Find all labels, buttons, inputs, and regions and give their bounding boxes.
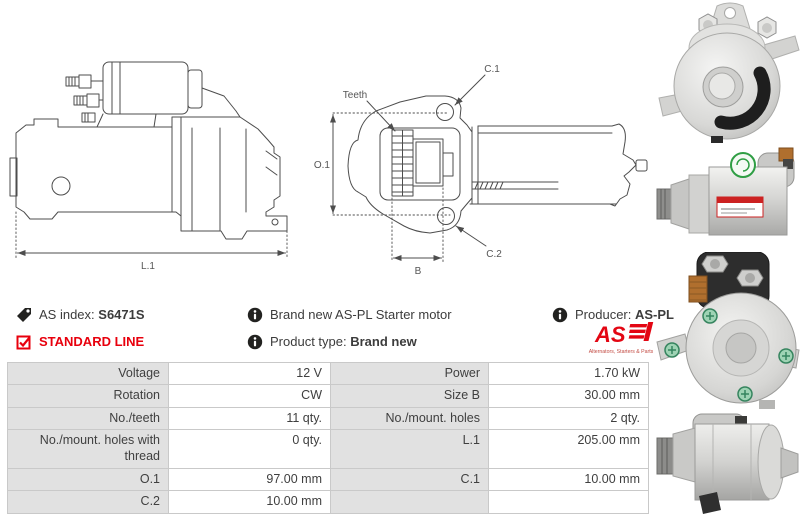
- spec-value: 1.70 kW: [489, 363, 649, 385]
- standard-line-row: [16, 333, 144, 350]
- standard-line-label: STANDARD LINE: [39, 334, 145, 349]
- producer-value: AS-PL: [635, 307, 674, 322]
- as-pl-logo-text: AS: [595, 322, 626, 347]
- spec-value: 11 qty.: [169, 408, 331, 430]
- product-type-text: Product type: Brand new: [270, 334, 417, 349]
- spec-value: CW: [169, 385, 331, 408]
- starter-side-view-drawing: [8, 55, 300, 275]
- spec-value: 2 qty.: [489, 408, 649, 430]
- motor-cylinder-outline: [470, 124, 647, 206]
- spec-label: C.2: [8, 491, 169, 514]
- spec-label: O.1: [8, 469, 169, 491]
- l1-dim-label: L.1: [141, 261, 155, 272]
- o1-dim-label: O.1: [313, 160, 330, 171]
- spec-value: 30.00 mm: [489, 385, 649, 408]
- brand-new-row: [247, 306, 452, 323]
- starter-front-view-photo: [655, 0, 800, 145]
- brand-new-text: Brand new AS-PL Starter motor: [270, 307, 452, 322]
- pinion-gear: [392, 130, 453, 196]
- starter-top-view-drawing: [302, 48, 656, 280]
- producer-text: Producer: AS-PL: [575, 307, 674, 322]
- info-icon: [247, 307, 263, 323]
- spec-table: [7, 362, 649, 514]
- spec-value: 10.00 mm: [489, 469, 649, 491]
- spec-label: No./teeth: [8, 408, 169, 430]
- l1-dimension: [16, 212, 287, 272]
- as-index-row: [16, 306, 145, 323]
- teeth-label: Teeth: [342, 90, 368, 101]
- as-index-text: AS index: S6471S: [39, 307, 145, 322]
- spec-label: [331, 491, 489, 514]
- c1-label: C.1: [484, 64, 500, 75]
- spec-value: 97.00 mm: [169, 469, 331, 491]
- spec-label: Power: [331, 363, 489, 385]
- starter-side-angled-photo: [655, 412, 800, 520]
- spec-value: 10.00 mm: [169, 491, 331, 514]
- b-dim-label: B: [414, 266, 422, 277]
- c1-callout: [455, 64, 500, 105]
- tag-icon: [16, 307, 32, 323]
- product-type-value: Brand new: [350, 334, 417, 349]
- as-pl-logo-subtext: Alternators, Starters & Parts: [588, 349, 654, 355]
- spec-label: No./mount. holes with thread: [8, 430, 169, 469]
- spec-value: 12 V: [169, 363, 331, 385]
- checked-checkbox-icon: [16, 334, 32, 350]
- c2-label: C.2: [486, 249, 502, 260]
- spec-label: Rotation: [8, 385, 169, 408]
- starter-rear-solenoid-photo: [655, 252, 800, 410]
- product-type-row: [247, 333, 417, 350]
- spec-label: C.1: [331, 469, 489, 491]
- as-pl-logo-stripes: [626, 322, 653, 341]
- teeth-callout: [343, 90, 395, 131]
- spec-label: No./mount. holes: [331, 408, 489, 430]
- spec-label: L.1: [331, 430, 489, 469]
- spec-value: 205.00 mm: [489, 430, 649, 469]
- info-icon: [552, 307, 568, 323]
- as-pl-logo: [585, 321, 657, 359]
- spec-value: [489, 491, 649, 514]
- spec-value: 0 qty.: [169, 430, 331, 469]
- motor-body-outline: [10, 117, 287, 239]
- starter-side-view-photo: [655, 147, 800, 250]
- as-index-value: S6471S: [98, 307, 145, 322]
- spec-label: Size B: [331, 385, 489, 408]
- c2-callout: [456, 226, 502, 260]
- info-icon: [247, 334, 263, 350]
- spec-label: Voltage: [8, 363, 169, 385]
